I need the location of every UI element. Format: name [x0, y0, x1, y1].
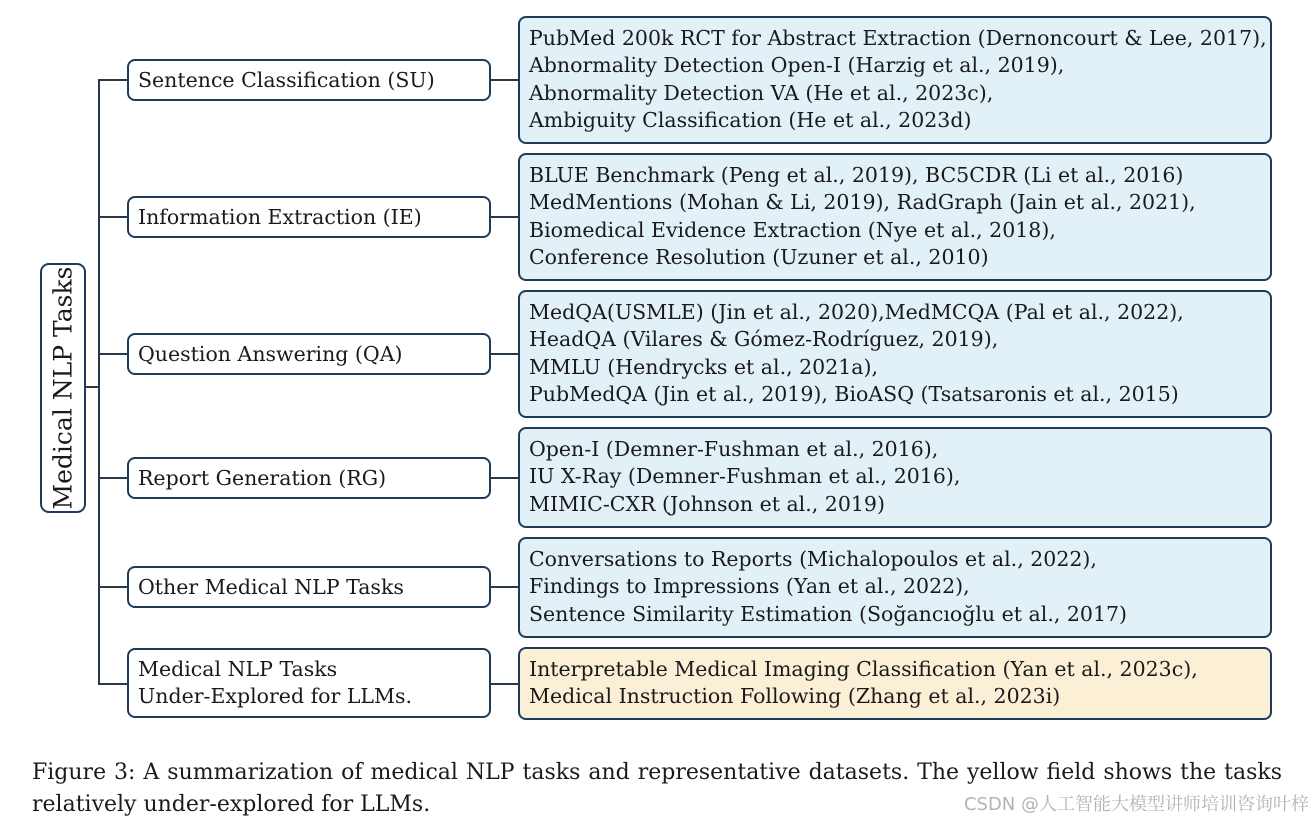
- dataset-line: HeadQA (Vilares & Gómez-Rodríguez, 2019),: [529, 327, 999, 352]
- dataset-line: PubMed 200k RCT for Abstract Extraction (Dernoncourt & Lee, 2017),: [529, 26, 1267, 50]
- leaf-connector: [491, 683, 518, 685]
- root-label: Medical NLP Tasks: [48, 266, 78, 510]
- category-node-ie: [127, 196, 491, 238]
- category-label: Sentence Classification (SU): [138, 67, 435, 92]
- dataset-box-qa: [518, 290, 1272, 418]
- dataset-box-other: [518, 537, 1272, 638]
- category-node-rg: [127, 457, 491, 499]
- branch-connector: [98, 683, 127, 685]
- dataset-line: MIMIC-CXR (Johnson et al., 2019): [529, 491, 885, 516]
- leaf-connector: [491, 79, 518, 81]
- leaf-connector: [491, 216, 518, 218]
- category-label: Question Answering (QA): [138, 341, 403, 366]
- branch-connector: [98, 79, 127, 81]
- leaf-connector: [491, 477, 518, 479]
- category-node-under-explored: [127, 648, 491, 718]
- dataset-line: Interpretable Medical Imaging Classification (Yan et al., 2023c),: [529, 657, 1198, 681]
- dataset-line: Medical Instruction Following (Zhang et al., 2023i): [529, 684, 1061, 709]
- tree-spine: [98, 79, 100, 685]
- category-label: Information Extraction (IE): [138, 204, 422, 229]
- leaf-connector: [491, 586, 518, 588]
- branch-connector: [98, 477, 127, 479]
- dataset-line: Abnormality Detection VA (He et al., 2023c),: [529, 80, 994, 105]
- dataset-line: MMLU (Hendrycks et al., 2021a),: [529, 354, 879, 379]
- category-label-line: Medical NLP Tasks: [138, 657, 338, 681]
- category-label: Report Generation (RG): [138, 465, 387, 490]
- figure-caption: Figure 3: A summarization of medical NLP tasks and representative datasets. The yellow field shows the tasks relatively under-explored for LLMs.: [32, 760, 1282, 817]
- dataset-line: Findings to Impressions (Yan et al., 2022),: [529, 574, 970, 599]
- dataset-box-rg: [518, 427, 1272, 528]
- category-node-other: [127, 566, 491, 608]
- dataset-line: PubMedQA (Jin et al., 2019), BioASQ (Tsatsaronis et al., 2015): [529, 382, 1179, 407]
- dataset-box-under-explored: [518, 647, 1272, 720]
- root-node: [40, 263, 86, 513]
- category-node-su: [127, 59, 491, 101]
- branch-connector: [98, 586, 127, 588]
- category-label: Other Medical NLP Tasks: [138, 574, 404, 599]
- leaf-connector: [491, 353, 518, 355]
- dataset-box-su: [518, 16, 1272, 144]
- dataset-line: Conference Resolution (Uzuner et al., 2010): [529, 245, 989, 270]
- dataset-line: Biomedical Evidence Extraction (Nye et al., 2018),: [529, 217, 1056, 242]
- branch-connector: [98, 353, 127, 355]
- dataset-line: Ambiguity Classification (He et al., 2023d): [529, 108, 972, 133]
- dataset-line: Abnormality Detection Open-I (Harzig et al., 2019),: [529, 53, 1065, 78]
- dataset-line: MedMentions (Mohan & Li, 2019), RadGraph (Jain et al., 2021),: [529, 190, 1196, 215]
- branch-connector: [98, 216, 127, 218]
- category-node-qa: [127, 333, 491, 375]
- dataset-line: Open-I (Demner-Fushman et al., 2016),: [529, 437, 939, 461]
- dataset-line: Conversations to Reports (Michalopoulos et al., 2022),: [529, 547, 1097, 571]
- dataset-box-ie: [518, 153, 1272, 281]
- dataset-line: BLUE Benchmark (Peng et al., 2019), BC5CDR (Li et al., 2016): [529, 163, 1184, 187]
- dataset-line: IU X-Ray (Demner-Fushman et al., 2016),: [529, 464, 961, 489]
- dataset-line: Sentence Similarity Estimation (Soğancıoğlu et al., 2017): [529, 601, 1128, 626]
- dataset-line: MedQA(USMLE) (Jin et al., 2020),MedMCQA (Pal et al., 2022),: [529, 300, 1184, 324]
- category-label-line: Under-Explored for LLMs.: [138, 684, 413, 708]
- watermark: CSDN @人工智能大模型讲师培训咨询叶梓: [963, 794, 1309, 815]
